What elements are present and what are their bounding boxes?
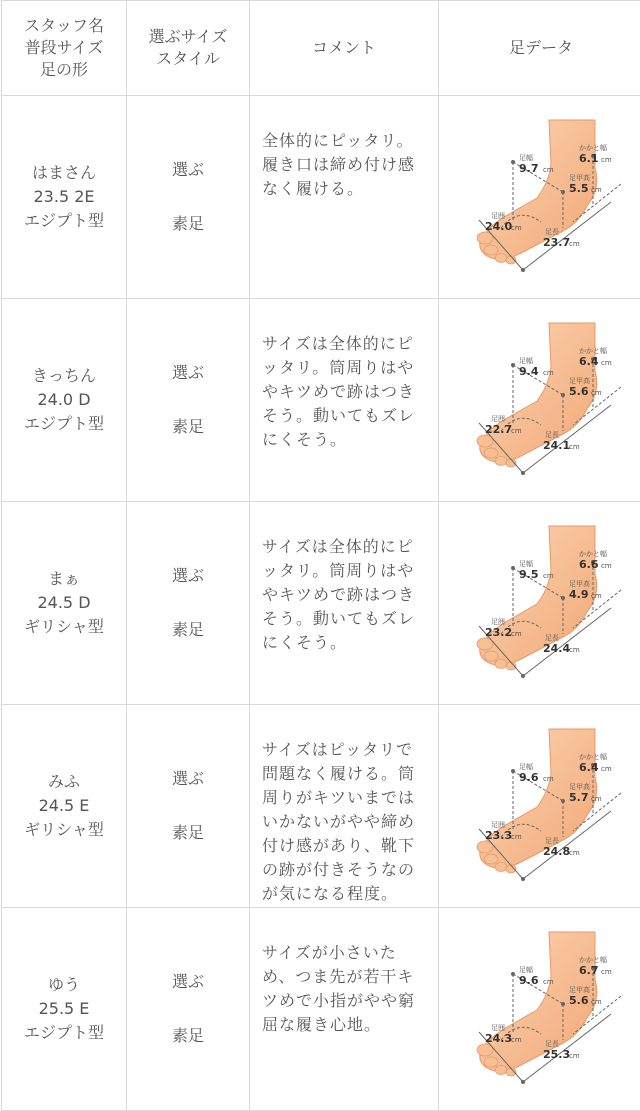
foot-diagram bbox=[461, 922, 621, 1092]
heel-label: かかと幅 bbox=[579, 549, 607, 558]
instep-unit: cm bbox=[591, 389, 602, 397]
girth-value: 24.0 bbox=[485, 220, 512, 233]
style-cell bbox=[127, 908, 250, 1111]
width-label: 足幅 bbox=[519, 559, 533, 568]
width-label: 足幅 bbox=[519, 762, 533, 771]
heel-label: かかと幅 bbox=[579, 346, 607, 355]
header-comment: コメント bbox=[250, 1, 439, 96]
staff-size: 23.5 2E bbox=[2, 185, 126, 209]
pick-size: 選ぶ bbox=[127, 346, 249, 400]
instep-label: 足甲高 bbox=[569, 376, 590, 385]
heel-value: 6.1 bbox=[579, 152, 599, 165]
heel-unit: cm bbox=[601, 359, 612, 367]
staff-cell bbox=[2, 502, 127, 705]
width-unit: cm bbox=[543, 978, 554, 986]
staff-shape: エジプト型 bbox=[2, 209, 126, 233]
girth-value: 24.3 bbox=[485, 1032, 512, 1045]
length-label: 足長 bbox=[545, 430, 559, 439]
staff-shape: ギリシャ型 bbox=[2, 615, 126, 639]
length-label: 足長 bbox=[545, 1039, 559, 1048]
pick-size: 選ぶ bbox=[127, 955, 249, 1009]
staff-size-table bbox=[1, 0, 640, 1111]
girth-unit: cm bbox=[511, 224, 522, 232]
length-label: 足長 bbox=[545, 633, 559, 642]
style-value: 素足 bbox=[127, 1009, 249, 1063]
staff-name: きっちん bbox=[2, 364, 126, 388]
staff-name: みふ bbox=[2, 770, 126, 794]
comment-cell: サイズは全体的にピッタリ。筒周りはややキツめで跡はつきそう。動いてもズレにくそう。 bbox=[250, 299, 439, 502]
width-unit: cm bbox=[543, 369, 554, 377]
instep-label: 足甲高 bbox=[569, 173, 590, 182]
width-unit: cm bbox=[543, 166, 554, 174]
length-unit: cm bbox=[569, 646, 580, 654]
instep-label: 足甲高 bbox=[569, 782, 590, 791]
instep-label: 足甲高 bbox=[569, 579, 590, 588]
staff-cell bbox=[2, 908, 127, 1111]
staff-name: まぁ bbox=[2, 567, 126, 591]
width-unit: cm bbox=[543, 572, 554, 580]
style-cell bbox=[127, 96, 250, 299]
girth-value: 23.3 bbox=[485, 829, 512, 842]
table-row bbox=[2, 502, 640, 705]
staff-name: はまさん bbox=[2, 161, 126, 185]
length-value: 24.1 bbox=[543, 439, 570, 452]
foot-data-cell bbox=[439, 96, 640, 299]
length-unit: cm bbox=[569, 849, 580, 857]
foot-diagram bbox=[461, 110, 621, 280]
style-value: 素足 bbox=[127, 197, 249, 251]
header-staff-line2: 普段サイズ bbox=[2, 37, 126, 59]
instep-unit: cm bbox=[591, 795, 602, 803]
staff-size: 24.0 D bbox=[2, 388, 126, 412]
style-value: 素足 bbox=[127, 603, 249, 657]
width-value: 9.5 bbox=[519, 568, 539, 581]
style-cell bbox=[127, 705, 250, 908]
comment-cell: サイズはピッタリで問題なく履ける。筒周りがキツいまではいかないがやや締め付け感があり、靴下の跡が付きそうなのが気になる程度。 bbox=[250, 705, 439, 908]
girth-unit: cm bbox=[511, 427, 522, 435]
length-value: 24.8 bbox=[543, 845, 570, 858]
table-row bbox=[2, 299, 640, 502]
instep-label: 足甲高 bbox=[569, 985, 590, 994]
style-cell bbox=[127, 502, 250, 705]
staff-name: ゆう bbox=[2, 973, 126, 997]
heel-unit: cm bbox=[601, 765, 612, 773]
instep-unit: cm bbox=[591, 592, 602, 600]
heel-value: 6.4 bbox=[579, 761, 599, 774]
width-value: 9.6 bbox=[519, 771, 539, 784]
header-staff-line3: 足の形 bbox=[2, 59, 126, 81]
length-label: 足長 bbox=[545, 227, 559, 236]
style-value: 素足 bbox=[127, 806, 249, 860]
comment-cell: サイズが小さいため、つま先が若干キツめで小指がやや窮屈な履き心地。 bbox=[250, 908, 439, 1111]
girth-value: 23.2 bbox=[485, 626, 512, 639]
girth-label: 足囲 bbox=[491, 414, 505, 423]
staff-cell bbox=[2, 96, 127, 299]
width-label: 足幅 bbox=[519, 356, 533, 365]
pick-size: 選ぶ bbox=[127, 752, 249, 806]
instep-value: 4.9 bbox=[569, 588, 589, 601]
header-staff bbox=[2, 1, 127, 96]
header-style-line2: スタイル bbox=[127, 48, 249, 70]
girth-label: 足囲 bbox=[491, 617, 505, 626]
width-label: 足幅 bbox=[519, 153, 533, 162]
length-unit: cm bbox=[569, 1052, 580, 1060]
heel-label: かかと幅 bbox=[579, 955, 607, 964]
staff-size: 24.5 E bbox=[2, 794, 126, 818]
girth-label: 足囲 bbox=[491, 1023, 505, 1032]
girth-value: 22.7 bbox=[485, 423, 512, 436]
foot-diagram bbox=[461, 313, 621, 483]
length-unit: cm bbox=[569, 240, 580, 248]
girth-unit: cm bbox=[511, 630, 522, 638]
width-label: 足幅 bbox=[519, 965, 533, 974]
length-value: 23.7 bbox=[543, 236, 570, 249]
heel-unit: cm bbox=[601, 156, 612, 164]
staff-cell bbox=[2, 705, 127, 908]
width-value: 9.7 bbox=[519, 162, 539, 175]
header-style-line1: 選ぶサイズ bbox=[127, 26, 249, 48]
table-row bbox=[2, 908, 640, 1111]
length-value: 25.3 bbox=[543, 1048, 570, 1061]
staff-size: 25.5 E bbox=[2, 997, 126, 1021]
instep-value: 5.7 bbox=[569, 791, 589, 804]
staff-cell bbox=[2, 299, 127, 502]
foot-data-cell bbox=[439, 908, 640, 1111]
length-label: 足長 bbox=[545, 836, 559, 845]
staff-shape: ギリシャ型 bbox=[2, 818, 126, 842]
comment-cell: サイズは全体的にピッタリ。筒周りはややキツめで跡はつきそう。動いてもズレにくそう。 bbox=[250, 502, 439, 705]
girth-label: 足囲 bbox=[491, 211, 505, 220]
foot-diagram bbox=[461, 719, 621, 889]
girth-unit: cm bbox=[511, 833, 522, 841]
heel-unit: cm bbox=[601, 562, 612, 570]
foot-diagram bbox=[461, 516, 621, 686]
staff-size: 24.5 D bbox=[2, 591, 126, 615]
instep-unit: cm bbox=[591, 186, 602, 194]
table-row bbox=[2, 705, 640, 908]
girth-label: 足囲 bbox=[491, 820, 505, 829]
heel-label: かかと幅 bbox=[579, 143, 607, 152]
heel-value: 6.7 bbox=[579, 964, 599, 977]
heel-label: かかと幅 bbox=[579, 752, 607, 761]
length-unit: cm bbox=[569, 443, 580, 451]
foot-data-cell bbox=[439, 705, 640, 908]
header-foot-data: 足データ bbox=[439, 1, 640, 96]
header-style bbox=[127, 1, 250, 96]
instep-unit: cm bbox=[591, 998, 602, 1006]
length-value: 24.4 bbox=[543, 642, 570, 655]
width-value: 9.6 bbox=[519, 974, 539, 987]
foot-data-cell bbox=[439, 299, 640, 502]
pick-size: 選ぶ bbox=[127, 549, 249, 603]
width-value: 9.4 bbox=[519, 365, 539, 378]
foot-data-cell bbox=[439, 502, 640, 705]
instep-value: 5.6 bbox=[569, 385, 589, 398]
girth-unit: cm bbox=[511, 1036, 522, 1044]
table-row bbox=[2, 96, 640, 299]
heel-value: 6.4 bbox=[579, 355, 599, 368]
header-staff-line1: スタッフ名 bbox=[2, 15, 126, 37]
width-unit: cm bbox=[543, 775, 554, 783]
staff-shape: エジプト型 bbox=[2, 412, 126, 436]
comment-cell: 全体的にピッタリ。履き口は締め付け感なく履ける。 bbox=[250, 96, 439, 299]
heel-value: 6.6 bbox=[579, 558, 599, 571]
instep-value: 5.5 bbox=[569, 182, 589, 195]
pick-size: 選ぶ bbox=[127, 143, 249, 197]
style-cell bbox=[127, 299, 250, 502]
instep-value: 5.6 bbox=[569, 994, 589, 1007]
style-value: 素足 bbox=[127, 400, 249, 454]
heel-unit: cm bbox=[601, 968, 612, 976]
staff-shape: エジプト型 bbox=[2, 1021, 126, 1045]
